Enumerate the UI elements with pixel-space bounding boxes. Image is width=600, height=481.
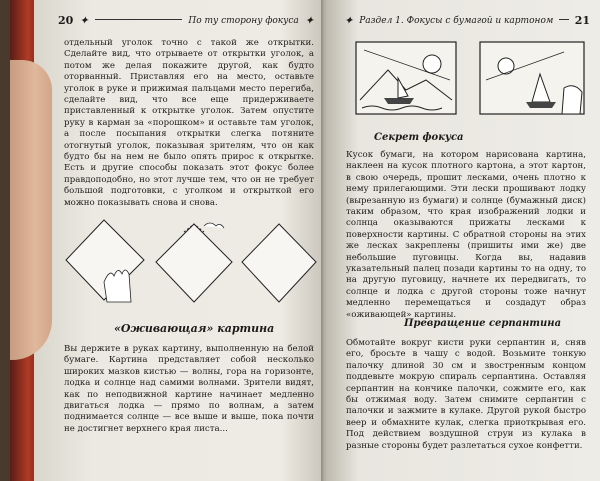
- left-paragraph-2: Вы держите в руках картину, выполненную на белой бумаге. Картина представляет собой несколько широких мазков кистью — волны, гора на горизонте, лодка и солнце над самими волнами. Зрители видят, как по неподвижной картине начинает медленно двигаться лодка — прямо по волнам, а затем поднимается солнце — все выше и выше, пока почти не достигнет верхнего края листа...: [64, 344, 314, 434]
- left-section-title: «Оживающая» картина: [114, 322, 275, 335]
- header-rule: [95, 19, 183, 20]
- right-paragraph-1: Кусок бумаги, на котором нарисована картина, наклеен на кусок плотного картона, а этот картон, в свою очередь, прошит лесками, очень плотно к нему прилегающими. Эти лески прошивают лодку (вырезанную из бумаги) и солнце (бумажный диск) таким образом, что края изображений лодки и солнца оказываются прижаты лесками к поверхности картины. С обратной стороны на этих же лесках закреплены (пришиты ими же) две небольшие пуговицы. Когда вы, надавив указательный палец позади картины то на одну, то на другую пуговицу, начнете их передвигать, то солнце и лодка с другой стороны тоже начнут медленно перемещаться и создадут образ «оживающей» картины.: [346, 150, 586, 320]
- reader-hand: [10, 60, 52, 360]
- left-page-number: 20: [58, 14, 74, 27]
- magic-wand-icon: ✦: [79, 14, 89, 27]
- postcard-corner-illustration: [64, 212, 319, 312]
- serpentine-section-title: Превращение серпантина: [404, 318, 562, 329]
- left-paragraph-1: отдельный уголок точно с такой же открытки. Сделайте вид, что отрываете от открытки уголок, а потом же делая покажите другой, как будто оторванный. Приставляя его на место, оставьте уголок в руке и прижимая пальцами место перегиба, сделайте вид, что все еще придерживаете приставленный к открытке уголок. Затем опустите руку в карман за «порошком» и оставьте там уголок, а после посыпания открытки слегка потяните отогнутый уголок, показывая зрителям, что он как будто бы на нем не было опять прирос к открытке. Есть и другие способы показать этот фокус более правдоподобно, но этот лучше тем, что он не требует большой подготовки, с уголком и открыткой его можно показывать снова и снова.: [64, 38, 314, 208]
- magic-wand-icon: ✦: [344, 14, 354, 27]
- secret-section-title: Секрет фокуса: [374, 132, 464, 143]
- left-running-head: [34, 0, 324, 27]
- left-running-title: По ту сторону фокуса: [188, 15, 299, 26]
- right-page: [326, 0, 600, 481]
- magic-wand-icon: ✦: [304, 14, 314, 27]
- right-paragraph-2: Обмотайте вокруг кисти руки серпантин и, сняв его, бросьте в чашу с водой. Возьмите тонкую палочку длиной 30 см и звостренным концом поддевыте мокрую спираль серпантина. Оставляя серпантин на кончике палочки, сожмите его, как бы отжимая воду. Затем снимите серпантин с палочки и зажмите в кулаке. Другой рукой быстро веер и обмахните кулак, слегка приоткрывая его. Под действием воздушной струи из кулака в разные стороны будет разлетаться сухое конфетти.: [346, 338, 586, 451]
- right-running-head: [326, 0, 600, 27]
- header-rule: [559, 19, 568, 20]
- right-page-number: 21: [574, 14, 590, 27]
- right-running-title: Раздел 1. Фокусы с бумагой и картоном: [359, 15, 554, 26]
- open-book: [10, 0, 600, 481]
- left-page: [34, 0, 324, 481]
- living-painting-illustration: [354, 40, 586, 122]
